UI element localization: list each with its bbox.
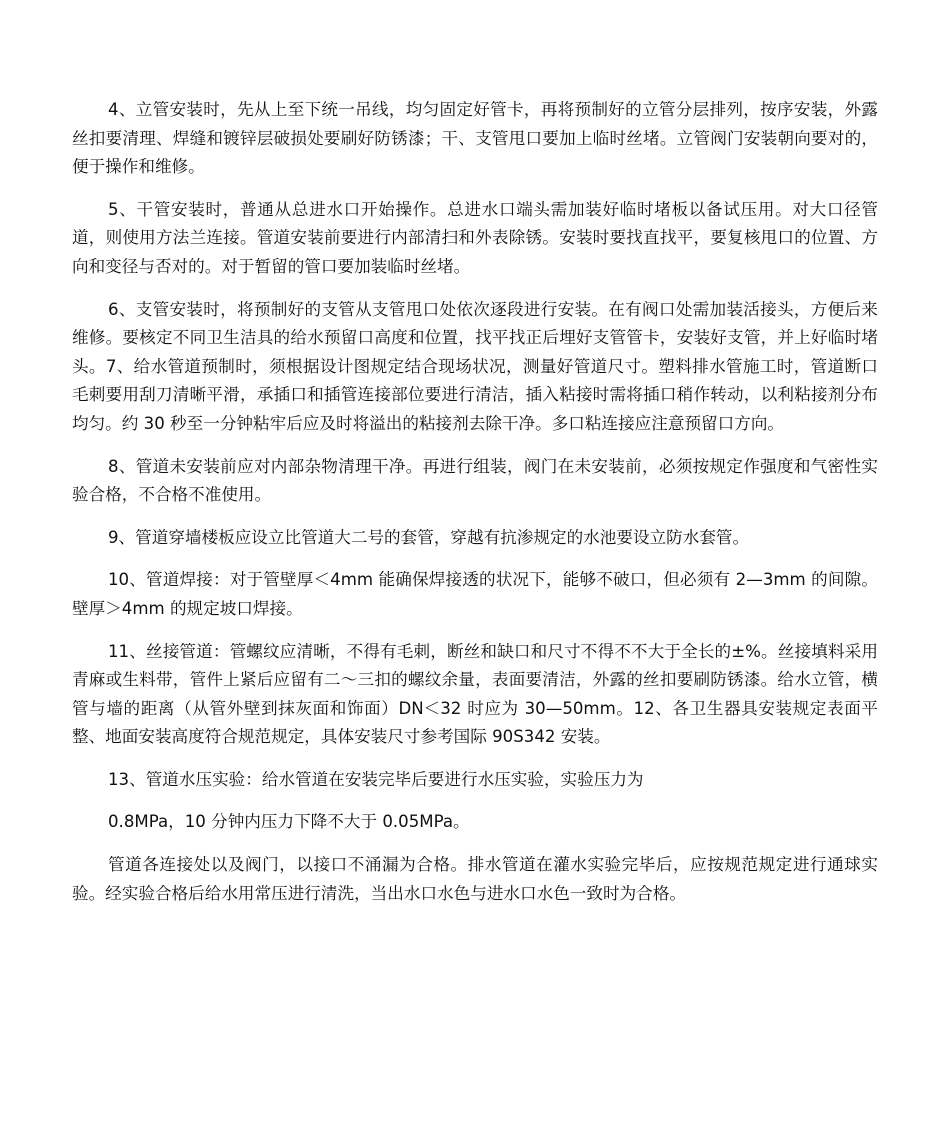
paragraph-step-9: 9、管道穿墙楼板应设立比管道大二号的套管，穿越有抗渗规定的水池要设立防水套管。 — [108, 527, 750, 547]
paragraph-step-13: 13、管道水压实验：给水管道在安装完毕后要进行水压实验，实验压力为 — [108, 769, 644, 789]
paragraph-conclusion: 管道各连接处以及阀门，以接口不涌漏为合格。排水管道在灌水实验完毕后，应按规范规定进行通球实验。经实验合格后给水用常压进行清洗，当出水口水色与进水口水色一致时为合格。 — [72, 855, 878, 903]
paragraph-pressure-spec: 0.8MPa，10 分钟内压力下降不大于 0.05MPa。 — [108, 812, 470, 832]
paragraph-step-10: 10、管道焊接：对于管壁厚＜4mm 能确保焊接透的状况下，能够不破口，但必须有 2—3mm 的间隙。壁厚＞4mm 的规定坡口焊接。 — [72, 570, 878, 618]
paragraph-step-8: 8、管道未安装前应对内部杂物清理干净。再进行组装，阀门在未安装前，必须按规定作强度和气密性实验合格，不合格不准使用。 — [72, 456, 878, 505]
document-body — [72, 96, 878, 922]
paragraph-step-6-7: 6、支管安装时，将预制好的支管从支管甩口处依次逐段进行安装。在有阀口处需加装活接头，方便后来维修。要核定不同卫生洁具的给水预留口高度和位置，找平找正后埋好支管管卡，安装好支管，并上好临时堵头。7、给水管道预制时，须根据设计图规定结合现场状况，测量好管道尺寸。塑料排水管施工时，管道断口毛刺要用刮刀清晰平滑，承插口和插管连接部位要进行清洁，插入粘接时需将插口稍作转动，以利粘接剂分布均匀。约 30 秒至一分钟粘牢后应及时将溢出的粘接剂去除干净。多口粘连接应注意预留口方向。 — [72, 299, 878, 433]
paragraph-step-11-12: 11、丝接管道：管螺纹应清晰，不得有毛刺，断丝和缺口和尺寸不得不不大于全长的±%。丝接填料采用青麻或生料带，管件上紧后应留有二～三扣的螺纹余量，表面要清洁，外露的丝扣要刷防锈漆。给水立管，横管与墙的距离（从管外壁到抹灰面和饰面）DN＜32 时应为 30—50mm。12、各卫生器具安装规定表面平整、地面安装高度符合规范规定，具体安装尺寸参考国际 90S342 安装。 — [72, 641, 878, 747]
paragraph-step-5: 5、干管安装时，普通从总进水口开始操作。总进水口端头需加装好临时堵板以备试压用。对大口径管道，则使用方法兰连接。管道安装前要进行内部清扫和外表除锈。安装时要找直找平，要复核甩口的位置、方向和变径与否对的。对于暂留的管口要加装临时丝堵。 — [72, 199, 878, 276]
paragraph-step-4: 4、立管安装时，先从上至下统一吊线，均匀固定好管卡，再将预制好的立管分层排列，按序安装，外露丝扣要清理、焊缝和镀锌层破损处要刷好防锈漆；干、支管甩口要加上临时丝堵。立管阀门安装朝向要对的，便于操作和维修。 — [72, 100, 878, 177]
